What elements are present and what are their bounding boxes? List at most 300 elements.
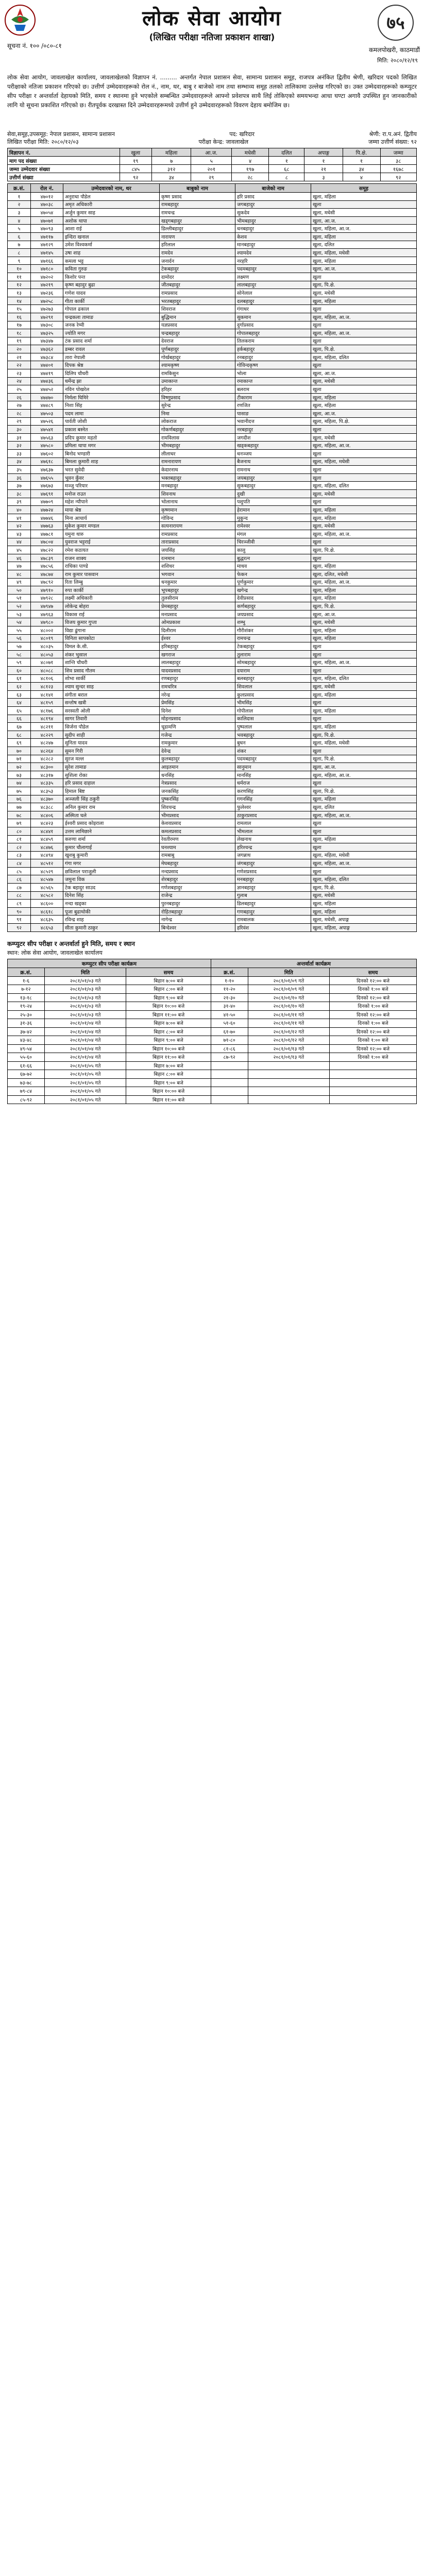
serial-cell: ५३: [8, 610, 31, 618]
serial-cell: ६१: [8, 674, 31, 683]
grandfather-name-cell: हर्कबहादुर: [235, 345, 311, 353]
father-name-cell: शिवचन्द्र: [160, 803, 235, 811]
candidate-name-cell: रविन्द्र शाह: [63, 916, 160, 924]
table-row: [8, 707, 417, 715]
serial-cell: १२: [8, 281, 31, 289]
father-name-cell: भूपबहादुर: [160, 586, 235, 595]
roll-number-cell: ४७२३६: [31, 289, 63, 297]
serial-cell: २८: [8, 410, 31, 418]
serial-cell: २६: [8, 393, 31, 401]
table-row: [8, 546, 417, 554]
grandfather-name-cell: नरहरि: [235, 257, 311, 265]
father-name-cell: भगवान: [160, 570, 235, 578]
candidate-name-cell: तारा नेपाली: [63, 353, 160, 361]
serial-cell: ७४: [8, 779, 31, 787]
computer-test-time-cell: बिहान ११:०० बजे: [126, 1095, 211, 1104]
serial-cell: ७९: [8, 819, 31, 827]
father-name-cell: केशवप्रसाद: [160, 819, 235, 827]
table-row: [8, 442, 417, 450]
candidate-name-cell: कुमार चौलागाईं: [63, 843, 160, 852]
group-cell: खुला, महिला: [311, 506, 417, 514]
serial-cell: ५१: [8, 594, 31, 602]
candidate-name-cell: आशा राई: [63, 225, 160, 233]
group-cell: खुला, महिला, दलित: [311, 482, 417, 490]
computer-test-serial-cell: ५५-६०: [8, 1053, 45, 1062]
table-row: [8, 683, 417, 691]
interview-time-cell: दिनको १:०० बजे: [330, 1019, 417, 1028]
serial-cell: ८०: [8, 827, 31, 835]
table-row: [8, 594, 417, 602]
roll-number-cell: ४८३७०: [31, 795, 63, 803]
schedule-row: [8, 1036, 417, 1045]
group-cell: खुला, आ.ज.: [311, 265, 417, 273]
computer-test-time-cell: बिहान ७:०० बजे: [126, 1019, 211, 1028]
father-name-cell: लालबहादुर: [160, 658, 235, 667]
group-cell: खुला, महिला: [311, 634, 417, 642]
roll-number-cell: ४८४५९: [31, 835, 63, 843]
serial-cell: ४७: [8, 562, 31, 570]
serial-cell: ९०: [8, 907, 31, 916]
results-header: उम्मेदवारको नाम, थर: [63, 184, 160, 193]
grandfather-name-cell: रामनाथ: [235, 466, 311, 474]
serial-cell: ३७: [8, 482, 31, 490]
father-name-cell: नागेन्द्र: [160, 916, 235, 924]
summary-cell: १: [304, 157, 343, 165]
summary-cell: ३१२: [151, 165, 191, 173]
roll-number-cell: ४८५६५: [31, 884, 63, 892]
group-cell: खुला, महिला, दलित: [311, 353, 417, 361]
interview-serial-cell: [211, 1078, 248, 1087]
roll-number-cell: ४७६९१: [31, 489, 63, 498]
interview-time-cell: दिनको १२:०० बजे: [330, 1044, 417, 1053]
candidate-name-cell: मिना आचार्य: [63, 514, 160, 522]
grandfather-name-cell: दुर्गाप्रसाद: [235, 321, 311, 329]
notice-date: मिति: २०८०/१२/१९: [377, 57, 418, 64]
group-cell: खुला: [311, 747, 417, 755]
father-name-cell: दिनेश: [160, 707, 235, 715]
group-cell: खुला, महिला: [311, 514, 417, 522]
serial-cell: ८२: [8, 843, 31, 852]
father-name-cell: बिन्देश्वर: [160, 924, 235, 932]
grandfather-name-cell: गणेशप्रसाद: [235, 867, 311, 875]
roll-number-cell: ४७८५६: [31, 562, 63, 570]
seat-summary-table: [7, 148, 417, 181]
grandfather-name-cell: सोनेलाल: [235, 289, 311, 297]
father-name-cell: तुलसीराम: [160, 594, 235, 602]
grandfather-name-cell: रनबहादुर: [235, 353, 311, 361]
candidate-name-cell: गंगा मगर: [63, 859, 160, 868]
notice-header: [0, 0, 424, 57]
exam-center: परीक्षा केन्द्र: जावलाखेल: [198, 139, 249, 145]
candidate-name-cell: लोकेन्द्र बोहरा: [63, 602, 160, 611]
schedule-row: [8, 985, 417, 994]
summary-cell: १: [343, 157, 380, 165]
roll-number-cell: ४८४०६: [31, 811, 63, 819]
grandfather-name-cell: बुद्धरत्न: [235, 554, 311, 562]
grandfather-name-cell: रामचन्द्र: [235, 634, 311, 642]
schedule-header: मिति: [44, 968, 126, 976]
roll-number-cell: ४७७०९: [31, 498, 63, 506]
roll-number-cell: ४७०५४: [31, 209, 63, 217]
serial-cell: ७८: [8, 811, 31, 819]
roll-number-cell: ४७३०८: [31, 321, 63, 329]
roll-number-cell: ४७९४७: [31, 602, 63, 611]
father-name-cell: निमा: [160, 410, 235, 418]
interview-date-cell: २०८१/०१/०९ गते: [248, 985, 330, 994]
exam-date: लिखित परीक्षा मिति: २०८०/१२/०३: [7, 139, 79, 145]
group-cell: खुला, महिला: [311, 401, 417, 410]
candidate-name-cell: सीता कुमारी ठाकुर: [63, 924, 160, 932]
group-cell: खुला, दलित, मधेसी: [311, 570, 417, 578]
serial-cell: ७२: [8, 763, 31, 771]
interview-serial-cell: [211, 1070, 248, 1079]
grandfather-name-cell: कुलप्रसाद: [235, 690, 311, 699]
group-cell: खुला: [311, 554, 417, 562]
candidate-name-cell: भरत सुवेदी: [63, 466, 160, 474]
table-row: [8, 900, 417, 908]
serial-cell: २९: [8, 417, 31, 426]
group-cell: खुला: [311, 321, 417, 329]
father-name-cell: रामप्रसाद: [160, 289, 235, 297]
candidate-name-cell: टेक बहादुर साउद: [63, 884, 160, 892]
serial-cell: १५: [8, 305, 31, 313]
roll-number-cell: ४७०३८: [31, 200, 63, 209]
table-row: [8, 690, 417, 699]
computer-test-date-cell: २०८१/०१/०५ गते: [44, 1087, 126, 1096]
roll-number-cell: ४७८३९: [31, 554, 63, 562]
candidate-name-cell: गणेश यादव: [63, 289, 160, 297]
interview-serial-cell: [211, 1095, 248, 1104]
table-row: [8, 450, 417, 458]
candidate-name-cell: सुदीप शाही: [63, 731, 160, 739]
father-name-cell: रेवतीरमण: [160, 835, 235, 843]
schedule-title: कम्प्युटर सीप परीक्षा र अन्तर्वार्ता हुने मिति, समय र स्थान: [7, 940, 135, 947]
candidate-name-cell: नविन पोखरेल: [63, 385, 160, 394]
table-row: [8, 642, 417, 651]
candidate-name-cell: चन्द्रकला तामाङ: [63, 313, 160, 321]
serial-cell: ८९: [8, 900, 31, 908]
grandfather-name-cell: जंगबहादुर: [235, 859, 311, 868]
candidate-name-cell: विनिता सापकोटा: [63, 634, 160, 642]
group-cell: खुला, महिला, आ.ज.: [311, 225, 417, 233]
candidate-name-cell: कमला भट्ट: [63, 257, 160, 265]
interview-time-cell: दिनको १२:०० बजे: [330, 993, 417, 1002]
grandfather-name-cell: श्यामदेव: [235, 249, 311, 257]
serial-cell: ४९: [8, 578, 31, 586]
father-name-cell: हरिबहादुर: [160, 642, 235, 651]
roll-number-cell: ४७१६६: [31, 257, 63, 265]
grandfather-name-cell: पूर्णकुमार: [235, 578, 311, 586]
computer-test-serial-cell: ८५-९२: [8, 1095, 45, 1104]
candidate-name-cell: श्याम सुन्दर साह: [63, 683, 160, 691]
schedule-header: क्र.सं.: [211, 968, 248, 976]
table-row: [8, 924, 417, 932]
serial-cell: १०: [8, 265, 31, 273]
father-name-cell: देवराज: [160, 337, 235, 345]
grandfather-name-cell: भीमसिंह: [235, 699, 311, 707]
grandfather-name-cell: पदमबहादुर: [235, 265, 311, 273]
candidate-name-cell: दिलिप चौधरी: [63, 369, 160, 378]
table-row: [8, 482, 417, 490]
group-cell: खुला, महिला: [311, 723, 417, 731]
computer-test-time-cell: बिहान ९:०० बजे: [126, 993, 211, 1002]
schedule-table: [7, 959, 417, 1105]
computer-test-date-cell: २०८१/०१/०४ गते: [44, 1053, 126, 1062]
interview-date-cell: २०८१/०१/०९ गते: [248, 976, 330, 985]
roll-number-cell: ४८४९४: [31, 851, 63, 859]
serial-cell: ५०: [8, 586, 31, 595]
group-cell: खुला, महिला: [311, 835, 417, 843]
candidate-name-cell: रिता लिम्बु: [63, 578, 160, 586]
candidate-name-cell: निशा सिंह: [63, 401, 160, 410]
summary-cell: ३८: [380, 157, 417, 165]
candidate-name-cell: अञ्जली सिंह ठकुरी: [63, 795, 160, 803]
table-row: [8, 385, 417, 394]
grandfather-name-cell: केशव: [235, 232, 311, 241]
roll-number-cell: ४७८९२: [31, 578, 63, 586]
summary-cell: २८: [231, 173, 268, 181]
serial-cell: ६२: [8, 683, 31, 691]
group-cell: खुला: [311, 538, 417, 546]
grandfather-name-cell: मानसिंह: [235, 771, 311, 779]
computer-test-date-cell: २०८१/०१/०३ गते: [44, 976, 126, 985]
summary-cell: ३: [304, 173, 343, 181]
candidate-name-cell: नन्दा खड्का: [63, 900, 160, 908]
table-row: [8, 884, 417, 892]
roll-number-cell: ४७४८९: [31, 401, 63, 410]
roll-number-cell: ४८६१८: [31, 907, 63, 916]
interview-serial-cell: [211, 1061, 248, 1070]
father-name-cell: जनकसिंह: [160, 787, 235, 795]
table-row: [8, 241, 417, 249]
group-cell: खुला: [311, 426, 417, 434]
schedule-row: [8, 1053, 417, 1062]
father-name-cell: कृष्ण प्रसाद: [160, 193, 235, 201]
computer-test-time-cell: बिहान ८:०० बजे: [126, 985, 211, 994]
results-header: समूह: [311, 184, 417, 193]
serial-cell: ८४: [8, 859, 31, 868]
grandfather-name-cell: गणबहादुर: [235, 907, 311, 916]
roll-number-cell: ४७६७३: [31, 482, 63, 490]
serial-cell: ६६: [8, 715, 31, 723]
table-row: [8, 401, 417, 410]
grandfather-name-cell: गोविन्दकृष्ण: [235, 361, 311, 369]
table-row: [8, 835, 417, 843]
roll-number-cell: ४७३४७: [31, 337, 63, 345]
table-row: [8, 200, 417, 209]
serial-cell: ७: [8, 241, 31, 249]
summary-row-label: माग पद संख्या: [8, 157, 120, 165]
summary-cell: ७: [151, 157, 191, 165]
father-name-cell: उमाकान्त: [160, 377, 235, 385]
table-row: [8, 811, 417, 819]
roll-number-cell: ४७९१०: [31, 586, 63, 595]
roll-number-cell: ४८५८२: [31, 891, 63, 900]
interview-time-cell: दिनको १:०० बजे: [330, 1053, 417, 1062]
candidate-name-cell: प्रदिप कुमार महतो: [63, 433, 160, 442]
serial-cell: ८७: [8, 884, 31, 892]
table-row: [8, 498, 417, 506]
candidate-name-cell: माया श्रेष्ठ: [63, 506, 160, 514]
candidate-name-cell: यमुना थारु: [63, 530, 160, 538]
table-row: [8, 216, 417, 225]
father-name-cell: हरिहर: [160, 385, 235, 394]
table-row: [8, 393, 417, 401]
table-row: [8, 377, 417, 385]
serial-cell: ५९: [8, 658, 31, 667]
group-cell: खुला: [311, 361, 417, 369]
serial-cell: ४१: [8, 514, 31, 522]
group-cell: खुला, महिला, दलित: [311, 674, 417, 683]
serial-cell: ७१: [8, 755, 31, 763]
grandfather-name-cell: सानुमान: [235, 763, 311, 771]
group-cell: खुला, दलित: [311, 803, 417, 811]
group-cell: खुला, महिला: [311, 193, 417, 201]
roll-number-cell: ४७२७३: [31, 305, 63, 313]
candidate-name-cell: रुपा कार्की: [63, 586, 160, 595]
candidate-name-cell: पार्वती जोशी: [63, 417, 160, 426]
schedule-row: [8, 1078, 417, 1087]
grandfather-name-cell: गगनसिंह: [235, 795, 311, 803]
computer-test-serial-cell: ७९-८४: [8, 1087, 45, 1096]
post-level: श्रेणी: रा.प.अनं. द्वितीय: [369, 131, 417, 138]
father-name-cell: कमलप्रसाद: [160, 827, 235, 835]
group-cell: खुला, पि.क्षे.: [311, 602, 417, 611]
summary-cell: १६७८: [380, 165, 417, 173]
candidate-name-cell: शिव प्रसाद गौतम: [63, 667, 160, 675]
roll-number-cell: ४८०३५: [31, 642, 63, 651]
summary-cell: ४: [343, 173, 380, 181]
serial-cell: ४०: [8, 506, 31, 514]
serial-cell: ६५: [8, 707, 31, 715]
interview-date-cell: [248, 1078, 330, 1087]
roll-number-cell: ४७५६३: [31, 433, 63, 442]
computer-test-date-cell: २०८१/०१/०५ गते: [44, 1095, 126, 1104]
grandfather-name-cell: गुलाब: [235, 891, 311, 900]
grandfather-name-cell: रणजित: [235, 401, 311, 410]
serial-cell: ४३: [8, 530, 31, 538]
group-cell: खुला, महिला: [311, 393, 417, 401]
roll-number-cell: ४७५०३: [31, 410, 63, 418]
group-cell: खुला: [311, 779, 417, 787]
serial-cell: ५५: [8, 626, 31, 635]
table-row: [8, 907, 417, 916]
serial-cell: ८१: [8, 835, 31, 843]
father-name-cell: शशिधर: [160, 562, 235, 570]
table-row: [8, 851, 417, 859]
father-name-cell: चन्द्रबहादुर: [160, 329, 235, 337]
candidate-name-cell: सिर्जना पौडेल: [63, 723, 160, 731]
roll-number-cell: ४८४२३: [31, 819, 63, 827]
table-row: [8, 522, 417, 530]
candidate-name-cell: शंकर भुसाल: [63, 650, 160, 658]
grandfather-name-cell: शिवलाल: [235, 683, 311, 691]
group-cell: खुला, आ.ज.: [311, 216, 417, 225]
summary-header: जम्मा: [380, 148, 417, 157]
interview-serial-cell: ६१-७०: [211, 1027, 248, 1036]
serial-cell: ३६: [8, 473, 31, 482]
computer-test-serial-cell: २५-३०: [8, 1010, 45, 1019]
serial-cell: ४: [8, 216, 31, 225]
candidate-name-cell: इन्दिरा खनाल: [63, 232, 160, 241]
father-name-cell: बुद्धिमान: [160, 313, 235, 321]
grandfather-name-cell: रमाकान्त: [235, 377, 311, 385]
grandfather-name-cell: सुकबहादुर: [235, 482, 311, 490]
interview-time-cell: दिनको १२:०० बजे: [330, 1027, 417, 1036]
group-cell: खुला, महिला: [311, 907, 417, 916]
grandfather-name-cell: मुकुन्द: [235, 514, 311, 522]
roll-number-cell: ४८२४७: [31, 739, 63, 747]
candidate-name-cell: हिमाल बिष्ट: [63, 787, 160, 795]
summary-cell: ३४: [343, 165, 380, 173]
candidate-name-cell: विजय कुमार गुप्ता: [63, 618, 160, 626]
grandfather-name-cell: रामेश्वर: [235, 522, 311, 530]
service-group: सेवा,समूह,उपसमूह: नेपाल प्रशासन, सामान्य प्रशासन: [7, 131, 115, 138]
father-name-cell: राजेन्द्र: [160, 891, 235, 900]
serial-cell: ४६: [8, 554, 31, 562]
interview-time-cell: [330, 1095, 417, 1104]
group-cell: खुला, महिला: [311, 562, 417, 570]
table-row: [8, 875, 417, 884]
schedule-header: क्र.सं.: [8, 968, 45, 976]
father-name-cell: भरतबहादुर: [160, 297, 235, 305]
interview-date-cell: [248, 1087, 330, 1096]
anniversary-logo-icon: [372, 2, 419, 43]
grandfather-name-cell: हरि प्रसाद: [235, 193, 311, 201]
serial-cell: ५२: [8, 602, 31, 611]
interview-time-cell: दिनको १:०० बजे: [330, 985, 417, 994]
father-name-cell: रामबाबु: [160, 851, 235, 859]
table-row: [8, 361, 417, 369]
candidate-name-cell: अमृत अधिकारी: [63, 200, 160, 209]
father-name-cell: रामनारायण: [160, 457, 235, 466]
group-cell: खुला, महिला: [311, 297, 417, 305]
roll-number-cell: ४८१५९: [31, 699, 63, 707]
interview-date-cell: २०८१/०१/११ गते: [248, 1010, 330, 1019]
roll-number-cell: ४७१२९: [31, 241, 63, 249]
grandfather-name-cell: पुष्पलाल: [235, 723, 311, 731]
father-name-cell: प्रेमबहादुर: [160, 602, 235, 611]
father-name-cell: भक्तबहादुर: [160, 473, 235, 482]
serial-cell: ३३: [8, 450, 31, 458]
roll-number-cell: ४७९२८: [31, 594, 63, 602]
grandfather-name-cell: गौरीशंकर: [235, 626, 311, 635]
computer-test-serial-cell: ४३-४८: [8, 1036, 45, 1045]
roll-number-cell: ४८६००: [31, 900, 63, 908]
serial-cell: ५८: [8, 650, 31, 658]
grandfather-name-cell: टीकाराम: [235, 393, 311, 401]
father-name-cell: पुरनबहादुर: [160, 900, 235, 908]
interview-time-cell: दिनको १२:०० बजे: [330, 976, 417, 985]
father-name-cell: प्रेमसिंह: [160, 699, 235, 707]
father-name-cell: नरेन्द्र: [160, 690, 235, 699]
interview-time-cell: [330, 1087, 417, 1096]
candidate-name-cell: खुशबु कुमारी: [63, 851, 160, 859]
roll-number-cell: ४७६३७: [31, 466, 63, 474]
grandfather-name-cell: बलराम: [235, 385, 311, 394]
table-row: [8, 554, 417, 562]
table-row: [8, 562, 417, 570]
computer-test-time-cell: बिहान ११:०० बजे: [126, 1010, 211, 1019]
computer-test-serial-cell: १३-१८: [8, 993, 45, 1002]
table-row: [8, 779, 417, 787]
serial-cell: ३५: [8, 466, 31, 474]
candidate-name-cell: ज्योति मगर: [63, 329, 160, 337]
group-cell: खुला, पि.क्षे.: [311, 884, 417, 892]
father-name-cell: गोर्खबहादुर: [160, 353, 235, 361]
group-cell: खुला, मधेसी: [311, 618, 417, 626]
group-cell: खुला, महिला, आ.ज.: [311, 859, 417, 868]
